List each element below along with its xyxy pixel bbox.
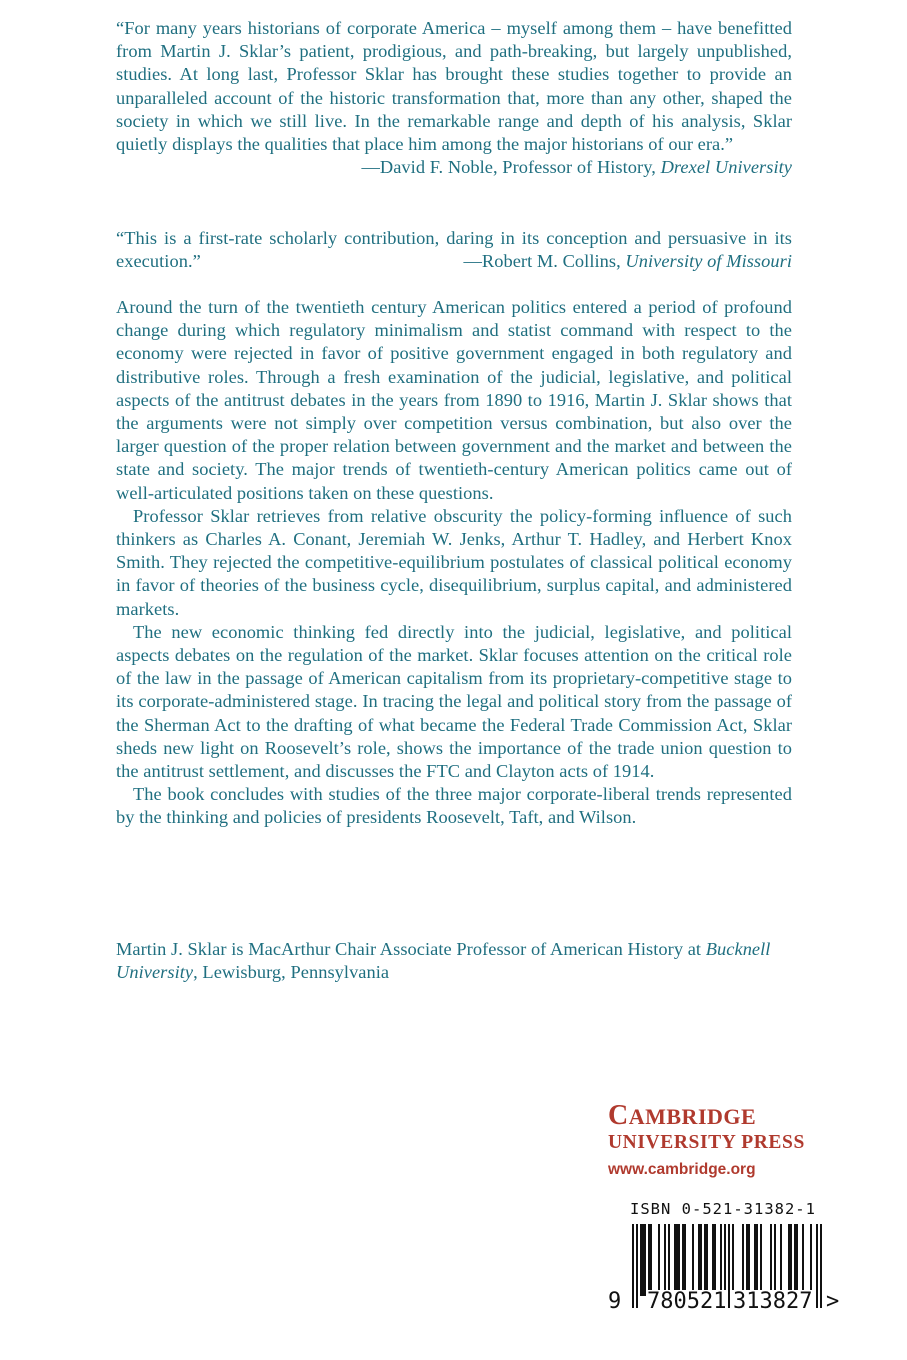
publisher-name-rest: AMBRIDGE xyxy=(628,1104,757,1129)
barcode-guard-bar xyxy=(816,1224,818,1308)
book-description xyxy=(116,296,792,830)
barcode-bar xyxy=(692,1224,694,1296)
barcode-bar xyxy=(712,1224,714,1296)
quote-body: “This is a first-rate scholarly contribution, daring in its conception and persuasive in its execution.” xyxy=(116,228,792,272)
barcode-guard-bar xyxy=(632,1224,634,1308)
barcode-bar xyxy=(720,1224,722,1296)
barcode-bar xyxy=(684,1224,686,1296)
description-paragraph: The book concludes with studies of the three major corporate-liberal trends represented by the thinking and policies of presidents Roosevelt, Taft, and Wilson. xyxy=(116,784,792,828)
barcode-bar xyxy=(640,1224,642,1296)
barcode-bar xyxy=(668,1224,670,1296)
publisher-subtitle: UNIVERSITY PRESS xyxy=(608,1132,805,1153)
description-paragraph: The new economic thinking fed directly into the judicial, legislative, and political aspects debates on the regulation of the market. Sklar focuses attention on the critical role of the law in the passage of American capitalism from its proprietary-competitive stage to its corporate-administered stage. In tracing the legal and political story from the passage of the Sherman Act to the drafting of what became the Federal Trade Commission Act, Sklar sheds new light on Roosevelt’s role, shows the importance of the trade union question to the antitrust settlement, and discusses the FTC and Clayton acts of 1914. xyxy=(116,621,792,782)
barcode-bar xyxy=(802,1224,804,1296)
quote-text xyxy=(116,227,792,273)
review-quote-collins xyxy=(116,227,792,273)
barcode-bar xyxy=(780,1224,782,1296)
barcode-bar xyxy=(774,1224,776,1296)
isbn-label: ISBN 0-521-31382-1 xyxy=(630,1200,816,1218)
description-paragraph: Professor Sklar retrieves from relative obscurity the policy-forming influence of such thinkers as Charles A. Conant, Jeremiah W. Jenks, Arthur T. Hadley, and Herbert Knox Smith. They rejected the competitive-equilibrium postulates of classical political economy in favor of theories of the business cycle, disequilibrium, surplus capital, and administered markets. xyxy=(116,505,792,619)
barcode xyxy=(608,1224,848,1314)
quote-text: “For many years historians of corporate America – myself among them – have benefitted from Martin J. Sklar’s patient, prodigious, and path-breaking, but largely unpublished, studies. At long last, Professor Sklar has brought these studies together to provide an unparalleled account of the historic transformation that, more than any other, shaped the society in which we still live. In the remarkable range and depth of his analysis, Sklar quietly displays the qualities that place him among the major historians of our era.” xyxy=(116,18,792,155)
barcode-bar xyxy=(648,1224,650,1296)
review-quote-noble xyxy=(116,17,792,179)
barcode-bar xyxy=(698,1224,700,1296)
barcode-bar xyxy=(756,1224,758,1296)
attribution-name: —David F. Noble, Professor of History, xyxy=(361,157,661,178)
barcode-bar xyxy=(788,1224,790,1296)
barcode-bar xyxy=(650,1224,652,1296)
barcode-bar xyxy=(642,1224,644,1296)
barcode-bar xyxy=(706,1224,708,1296)
barcode-bar xyxy=(676,1224,678,1296)
attribution-name: —Robert M. Collins, xyxy=(463,251,626,272)
barcode-bar xyxy=(714,1224,716,1296)
publisher-logo xyxy=(608,1101,844,1180)
barcode-guard-bar xyxy=(820,1224,822,1308)
barcode-bar xyxy=(682,1224,684,1296)
bio-before: Martin J. Sklar is MacArthur Chair Associate Professor of American History at xyxy=(116,939,706,959)
bio-institution: Bucknell University xyxy=(116,939,771,983)
barcode-bar xyxy=(704,1224,706,1296)
barcode-bar xyxy=(674,1224,676,1296)
barcode-bar xyxy=(658,1224,660,1296)
barcode-bar xyxy=(678,1224,680,1296)
publisher-url: www.cambridge.org xyxy=(608,1161,756,1178)
barcode-bar xyxy=(732,1224,734,1296)
barcode-bar xyxy=(748,1224,750,1296)
publisher-name xyxy=(608,1101,844,1132)
quote-attribution xyxy=(463,250,792,273)
barcode-guard-bar xyxy=(728,1224,730,1308)
description-paragraph: Around the turn of the twentieth century American politics entered a period of profound change during which regulatory minimalism and statist command with respect to the economy were rejected in favor of positive government engaged in both regulatory and distributive roles. Through a fresh examination of the judicial, legislative, and political aspects of the antitrust debates in the years from 1890 to 1916, Martin J. Sklar shows that the arguments were not simply over competition versus combination, but also over the larger question of the proper relation between government and the market and between the state and society. The major trends of twentieth-century American politics came out of well-articulated positions taken on these questions. xyxy=(116,297,792,503)
barcode-bar xyxy=(644,1224,646,1296)
publisher-name-initial: C xyxy=(608,1100,629,1131)
bio-text xyxy=(116,938,792,984)
barcode-bar xyxy=(700,1224,702,1296)
barcode-bar xyxy=(810,1224,812,1296)
barcode-bar xyxy=(746,1224,748,1296)
attribution-institution: Drexel University xyxy=(660,157,792,178)
quote-attribution xyxy=(116,156,792,179)
barcode-first-digit: 9 xyxy=(608,1289,622,1314)
attribution-institution: University of Missouri xyxy=(625,251,792,272)
barcode-bar xyxy=(770,1224,772,1296)
barcode-guard-bar xyxy=(636,1224,638,1308)
barcode-bar xyxy=(794,1224,796,1296)
bio-after: , Lewisburg, Pennsylvania xyxy=(193,962,390,983)
barcode-quiet-zone-arrow: > xyxy=(826,1289,840,1314)
barcode-right-group: 313827 xyxy=(733,1289,813,1314)
barcode-bar xyxy=(760,1224,762,1296)
barcode-bar xyxy=(742,1224,744,1296)
author-bio xyxy=(116,938,792,984)
barcode-left-group: 780521 xyxy=(647,1289,727,1314)
barcode-bar xyxy=(754,1224,756,1296)
barcode-bar xyxy=(790,1224,792,1296)
barcode-bar xyxy=(664,1224,666,1296)
barcode-bar xyxy=(796,1224,798,1296)
